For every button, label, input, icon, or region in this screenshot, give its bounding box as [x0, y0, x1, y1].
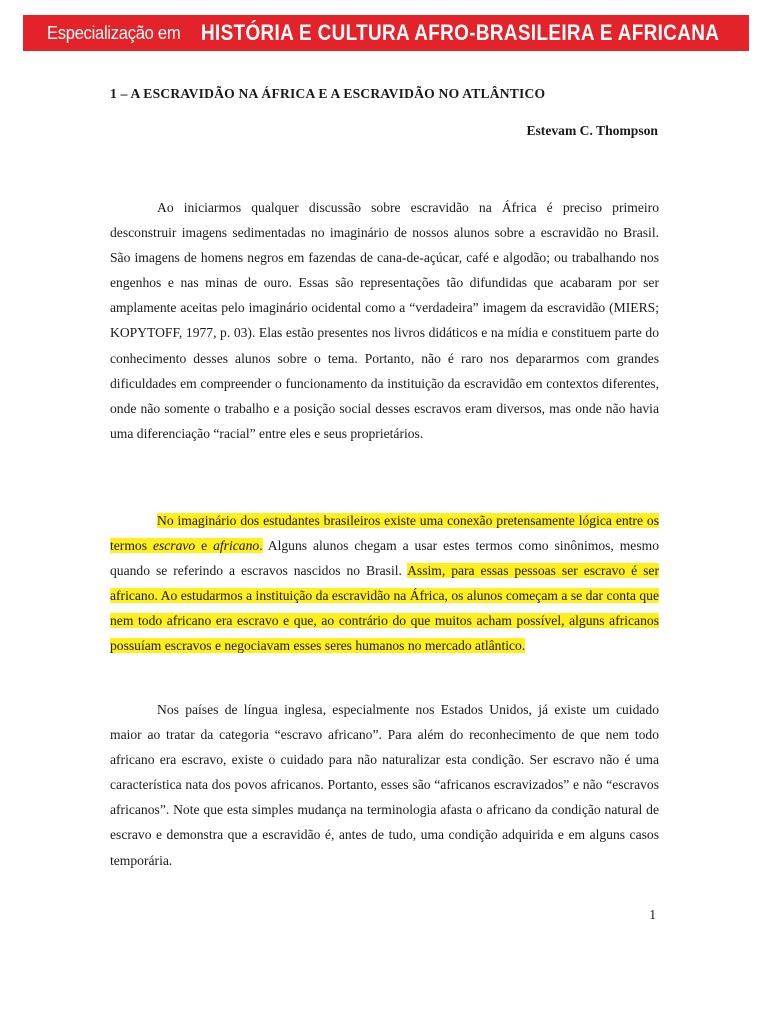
course-banner: [23, 15, 749, 51]
paragraph-1: Ao iniciarmos qualquer discussão sobre escravidão na África é preciso primeiro desconstruir imagens sedimentadas no imaginário de nossos alunos sobre a escravidão no Brasil. São imagens de homens negros em fazendas de cana-de-açúcar, café e algodão; ou trabalhando nos engenhos e nas minas de ouro. Essas são representações tão difundidas que acabaram por ser amplamente aceitas pelo imaginário ocidental como a “verdadeira” imagem da escravidão (MIERS; KOPYTOFF, 1977, p. 03). Elas estão presentes nos livros didáticos e na mídia e constituem parte do conhecimento desses alunos sobre o tema. Portanto, não é raro nos depararmos com grandes dificuldades em compreender o funcionamento da instituição da escravidão em contextos diferentes, onde não somente o trabalho e a posição social desses escravos eram diversos, mas onde não havia uma diferenciação “racial” entre eles e seus proprietários.: [110, 200, 659, 441]
paragraph-2-plain: Alguns alunos chegam a usar estes termos como sinônimos, mesmo quando se referindo a escravos nascidos no Brasil.: [110, 538, 659, 579]
paragraph-3: Nos países de língua inglesa, especialmente nos Estados Unidos, já existe um cuidado maior ao tratar da categoria “escravo africano”. Para além do reconhecimento de que nem todo africano era escravo, existe o cuidado para não naturalizar esta condição. Ser escravo não é uma característica nata dos povos africanos. Portanto, esses são “africanos escravizados” e não “escravos africanos”. Note que esta simples mudança na terminologia afasta o africano da condição natural de escravo e demonstra que a escravidão é, antes de tudo, uma condição adquirida e em alguns casos temporária.: [110, 702, 659, 868]
banner-title: HISTÓRIA E CULTURA AFRO-BRASILEIRA E AFRICANA: [200, 20, 720, 45]
page-number: 1: [649, 907, 656, 922]
term-escravo: escravo: [152, 538, 196, 554]
term-africano: africano: [213, 538, 260, 554]
conjunction: e: [195, 538, 214, 554]
paragraph-2: [110, 508, 659, 659]
highlight-1-end: .: [259, 538, 263, 554]
author-name: Estevam C. Thompson: [526, 123, 658, 138]
highlight-2: Assim, para essas pessoas ser escravo é ser africano. Ao estudarmos a instituição da escravidão na África, os alunos começam a se dar conta que nem todo africano era escravo e que, ao contrário do que muitos acham possível, alguns africanos possuíam escravos e negociavam esses seres humanos no mercado atlântico.: [110, 563, 659, 654]
highlight-1-text: No imaginário dos estudantes brasileiros existe uma conexão pretensamente lógica entre os termos: [110, 513, 659, 554]
banner-prefix: Especialização em: [47, 22, 181, 43]
chapter-title: 1 – A ESCRAVIDÃO NA ÁFRICA E A ESCRAVIDÃO NO ATLÂNTICO: [110, 86, 546, 101]
